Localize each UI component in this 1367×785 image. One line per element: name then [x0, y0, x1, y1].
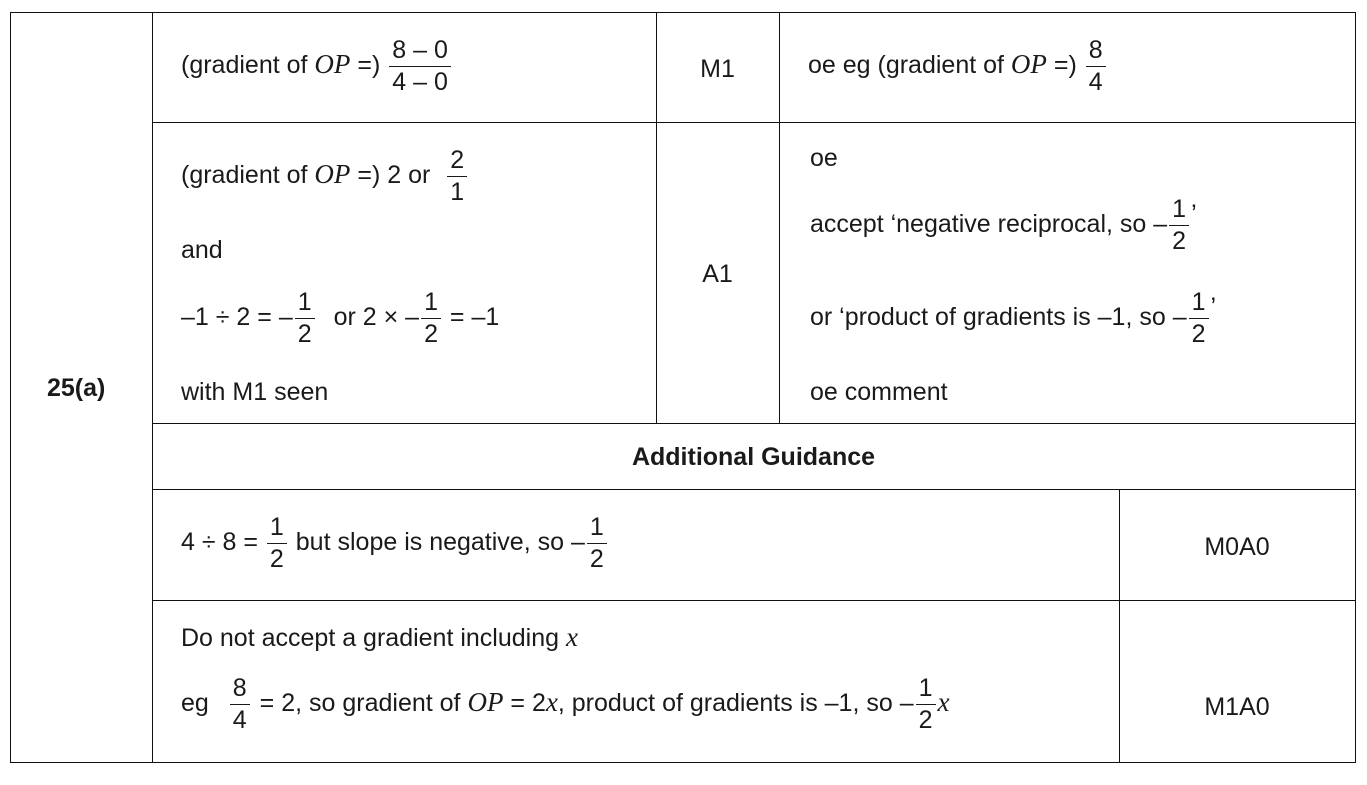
fraction-numerator: 1: [587, 515, 607, 544]
fraction-numerator: 2: [447, 148, 467, 177]
g1-text-b: but slope is negative, so –: [295, 528, 585, 557]
fraction-denominator: 2: [424, 320, 438, 348]
m1-working-prefix: (gradient of: [181, 51, 315, 80]
question-column-border: [152, 12, 153, 763]
m1-working: [181, 38, 453, 95]
a1-comment3-fraction: [1189, 290, 1209, 347]
fraction-numerator: 8: [1086, 38, 1106, 67]
a1-comment-line2: [810, 197, 1197, 254]
x-variable: x: [545, 687, 558, 718]
g1-fraction2: [587, 515, 607, 572]
g1-text-a: 4 ÷ 8 =: [181, 528, 258, 557]
m1-comment-prefix: oe eg (gradient of: [808, 51, 1011, 80]
a1-line3-fraction1: [295, 290, 315, 347]
a1-comment-line1: oe: [810, 144, 838, 172]
a1-working-line4: with M1 seen: [181, 378, 329, 406]
row-m1-bottom-border: [152, 122, 1355, 123]
a1-comment2-text: accept ‘negative reciprocal, so –: [810, 210, 1168, 239]
fraction-numerator: 1: [1169, 197, 1189, 226]
a1-working-line3: [181, 290, 499, 347]
guidance-row1-mark: M0A0: [1204, 533, 1270, 561]
guidance-row2-line2: [181, 676, 950, 733]
g2-fraction1: [230, 676, 250, 733]
fraction-denominator: 2: [1191, 320, 1206, 348]
a1-comment2-end: ’: [1191, 200, 1197, 229]
fraction-numerator: 1: [267, 515, 287, 544]
g2-text-b: = 2: [503, 689, 546, 718]
g2-eg: eg: [181, 689, 209, 718]
row-a1-bottom-border: [152, 423, 1355, 424]
fraction-denominator: 2: [269, 545, 284, 573]
m1-fraction: [389, 38, 451, 95]
fraction-numerator: 8: [230, 676, 250, 705]
guidance-title-bottom-border: [152, 489, 1355, 490]
question-number: 25(a): [47, 374, 106, 402]
fraction-denominator: 4 – 0: [392, 68, 448, 96]
fraction-denominator: 2: [1172, 227, 1187, 255]
guidance-row2-mark: M1A0: [1204, 693, 1270, 721]
a1-mark: A1: [702, 260, 733, 288]
x-variable: x: [565, 622, 578, 652]
fraction-denominator: 4: [1088, 68, 1103, 96]
g1-fraction1: [267, 515, 287, 572]
fraction-denominator: 2: [297, 320, 312, 348]
op-variable: OP: [314, 49, 351, 80]
m1-comment-eq: =): [1046, 51, 1077, 80]
table-bottom-border: [10, 762, 1355, 763]
a1-comment-line3: [810, 290, 1216, 347]
a1-line1-prefix: (gradient of: [181, 161, 315, 190]
a1-line1-fraction: [447, 148, 467, 205]
g2-fraction2: [916, 676, 936, 733]
fraction-denominator: 2: [589, 545, 604, 573]
fraction-numerator: 1: [421, 290, 441, 319]
guidance-mark-divider: [1119, 489, 1120, 763]
g2-text-a: = 2, so gradient of: [259, 689, 468, 718]
op-variable: OP: [1010, 49, 1047, 80]
m1-working-eq: =): [350, 51, 381, 80]
fraction-numerator: 1: [1189, 290, 1209, 319]
fraction-numerator: 8 – 0: [389, 38, 451, 67]
guidance-row1-bottom-border: [152, 600, 1355, 601]
a1-line3-fraction2: [421, 290, 441, 347]
g2-line1-text: Do not accept a gradient including: [181, 624, 566, 652]
a1-comment3-text: or ‘product of gradients is –1, so –: [810, 303, 1187, 332]
fraction-numerator: 1: [295, 290, 315, 319]
a1-line1-eq: =) 2 or: [350, 161, 431, 190]
g2-text-c: , product of gradients is –1, so –: [557, 689, 914, 718]
a1-comment3-end: ’: [1210, 293, 1217, 322]
a1-working-line1: [181, 148, 469, 205]
op-variable: OP: [467, 687, 504, 718]
table-right-border: [1355, 12, 1356, 763]
m1-mark: M1: [700, 55, 735, 83]
a1-line3-b: or 2 × –: [333, 303, 420, 332]
a1-working-line2: and: [181, 236, 223, 264]
table-left-border: [10, 12, 11, 763]
a1-comment2-fraction: [1169, 197, 1189, 254]
fraction-denominator: 2: [918, 706, 933, 734]
a1-line3-a: –1 ÷ 2 = –: [181, 303, 293, 332]
guidance-row2-line1: [181, 624, 578, 651]
fraction-denominator: 1: [450, 178, 465, 206]
mark-comment-divider: [779, 12, 780, 424]
m1-comment-fraction: [1086, 38, 1106, 95]
m1-comment: [808, 38, 1108, 95]
table-top-border: [10, 12, 1355, 13]
a1-comment-line4: oe comment: [810, 378, 948, 406]
a1-line3-c: = –1: [449, 303, 500, 332]
op-variable: OP: [314, 159, 351, 190]
guidance-title: Additional Guidance: [631, 443, 876, 471]
fraction-numerator: 1: [916, 676, 936, 705]
fraction-denominator: 4: [232, 706, 247, 734]
x-variable: x: [937, 687, 950, 718]
guidance-row1-text: [181, 515, 609, 572]
